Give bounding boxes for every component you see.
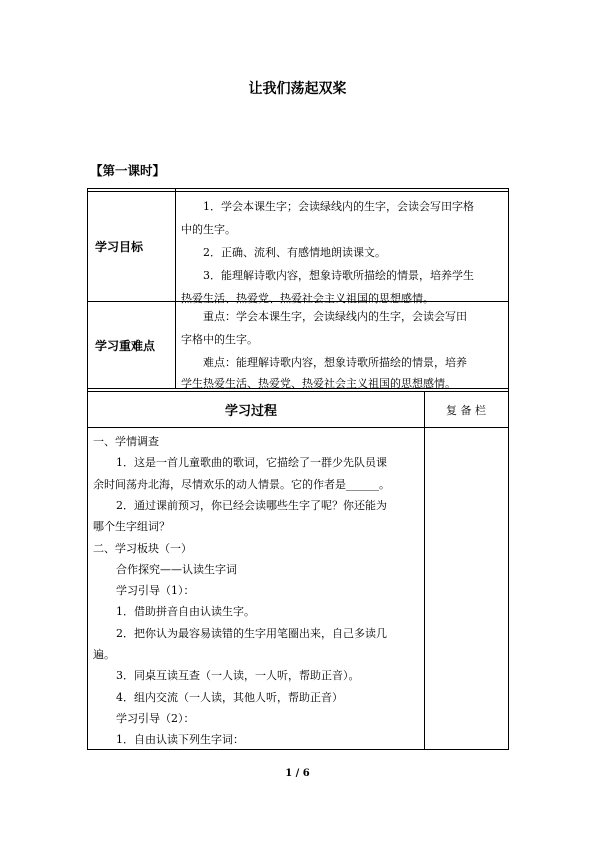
goals-line-5: 热爱生活、热爱党、热爱社会主义祖国的思想感情。	[181, 292, 434, 305]
goals-line-2: 中的生字。	[181, 223, 236, 236]
goals-line-4: 3．能理解诗歌内容，想象诗歌所描绘的情景，培养学生	[203, 269, 474, 282]
page-title: 让我们荡起双桨	[248, 81, 347, 97]
key-points-line-1: 重点：学会本课生字，会读绿线内的生字，会读会写田	[203, 310, 467, 323]
process-line-15: 1．自由认读下列生字词：	[116, 733, 244, 747]
key-points-label: 学习重难点	[95, 339, 156, 353]
review-column-header: 复 备 栏	[446, 404, 486, 417]
process-line-6: 二、学习板块（一）	[93, 541, 192, 555]
process-line-9: 1．借助拼音自由认读生字。	[116, 605, 255, 619]
section-heading: 【第一课时】	[90, 163, 166, 178]
page-number: 1 / 6	[285, 768, 310, 779]
process-line-14: 学习引导（2）：	[116, 711, 195, 725]
process-header: 学习过程	[225, 404, 278, 419]
process-line-10: 2．把你认为最容易读错的生字用笔圈出来，自己多读几	[116, 626, 387, 640]
process-line-4: 2．通过课前预习，你已经会读哪些生字了呢？你还能为	[116, 498, 387, 512]
process-line-12: 3．同桌互读互查（一人读，一人听，帮助正音）。	[116, 669, 360, 683]
key-points-line-2: 字格中的生字。	[181, 333, 258, 346]
process-line-2: 1．这是一首儿童歌曲的歌词，它描绘了一群少先队员课	[116, 456, 387, 470]
process-line-5: 哪个生字组词？	[93, 520, 170, 534]
goals-line-1: 1．学会本课生字；会读绿线内的生字，会读会写田字格	[203, 200, 474, 213]
process-line-11: 遍。	[93, 648, 115, 661]
goals-label: 学习目标	[95, 240, 144, 254]
process-line-1: 一、学情调查	[93, 435, 159, 448]
key-points-line-4: 学生热爱生活、热爱党、热爱社会主义祖国的思想感情。	[181, 377, 456, 390]
process-line-8: 学习引导（1）：	[116, 584, 195, 598]
key-points-line-3: 难点：能理解诗歌内容，想象诗歌所描绘的情景，培养	[203, 356, 467, 369]
process-line-7: 合作探究——认读生字词	[116, 562, 237, 576]
goals-line-3: 2．正确、流利、有感情地朗读课文。	[203, 246, 386, 259]
process-line-13: 4．组内交流（一人读，其他人听，帮助正音）	[116, 690, 343, 704]
process-line-3: 余时间荡舟北海，尽情欢乐的动人情景。它的作者是______。	[93, 477, 390, 491]
